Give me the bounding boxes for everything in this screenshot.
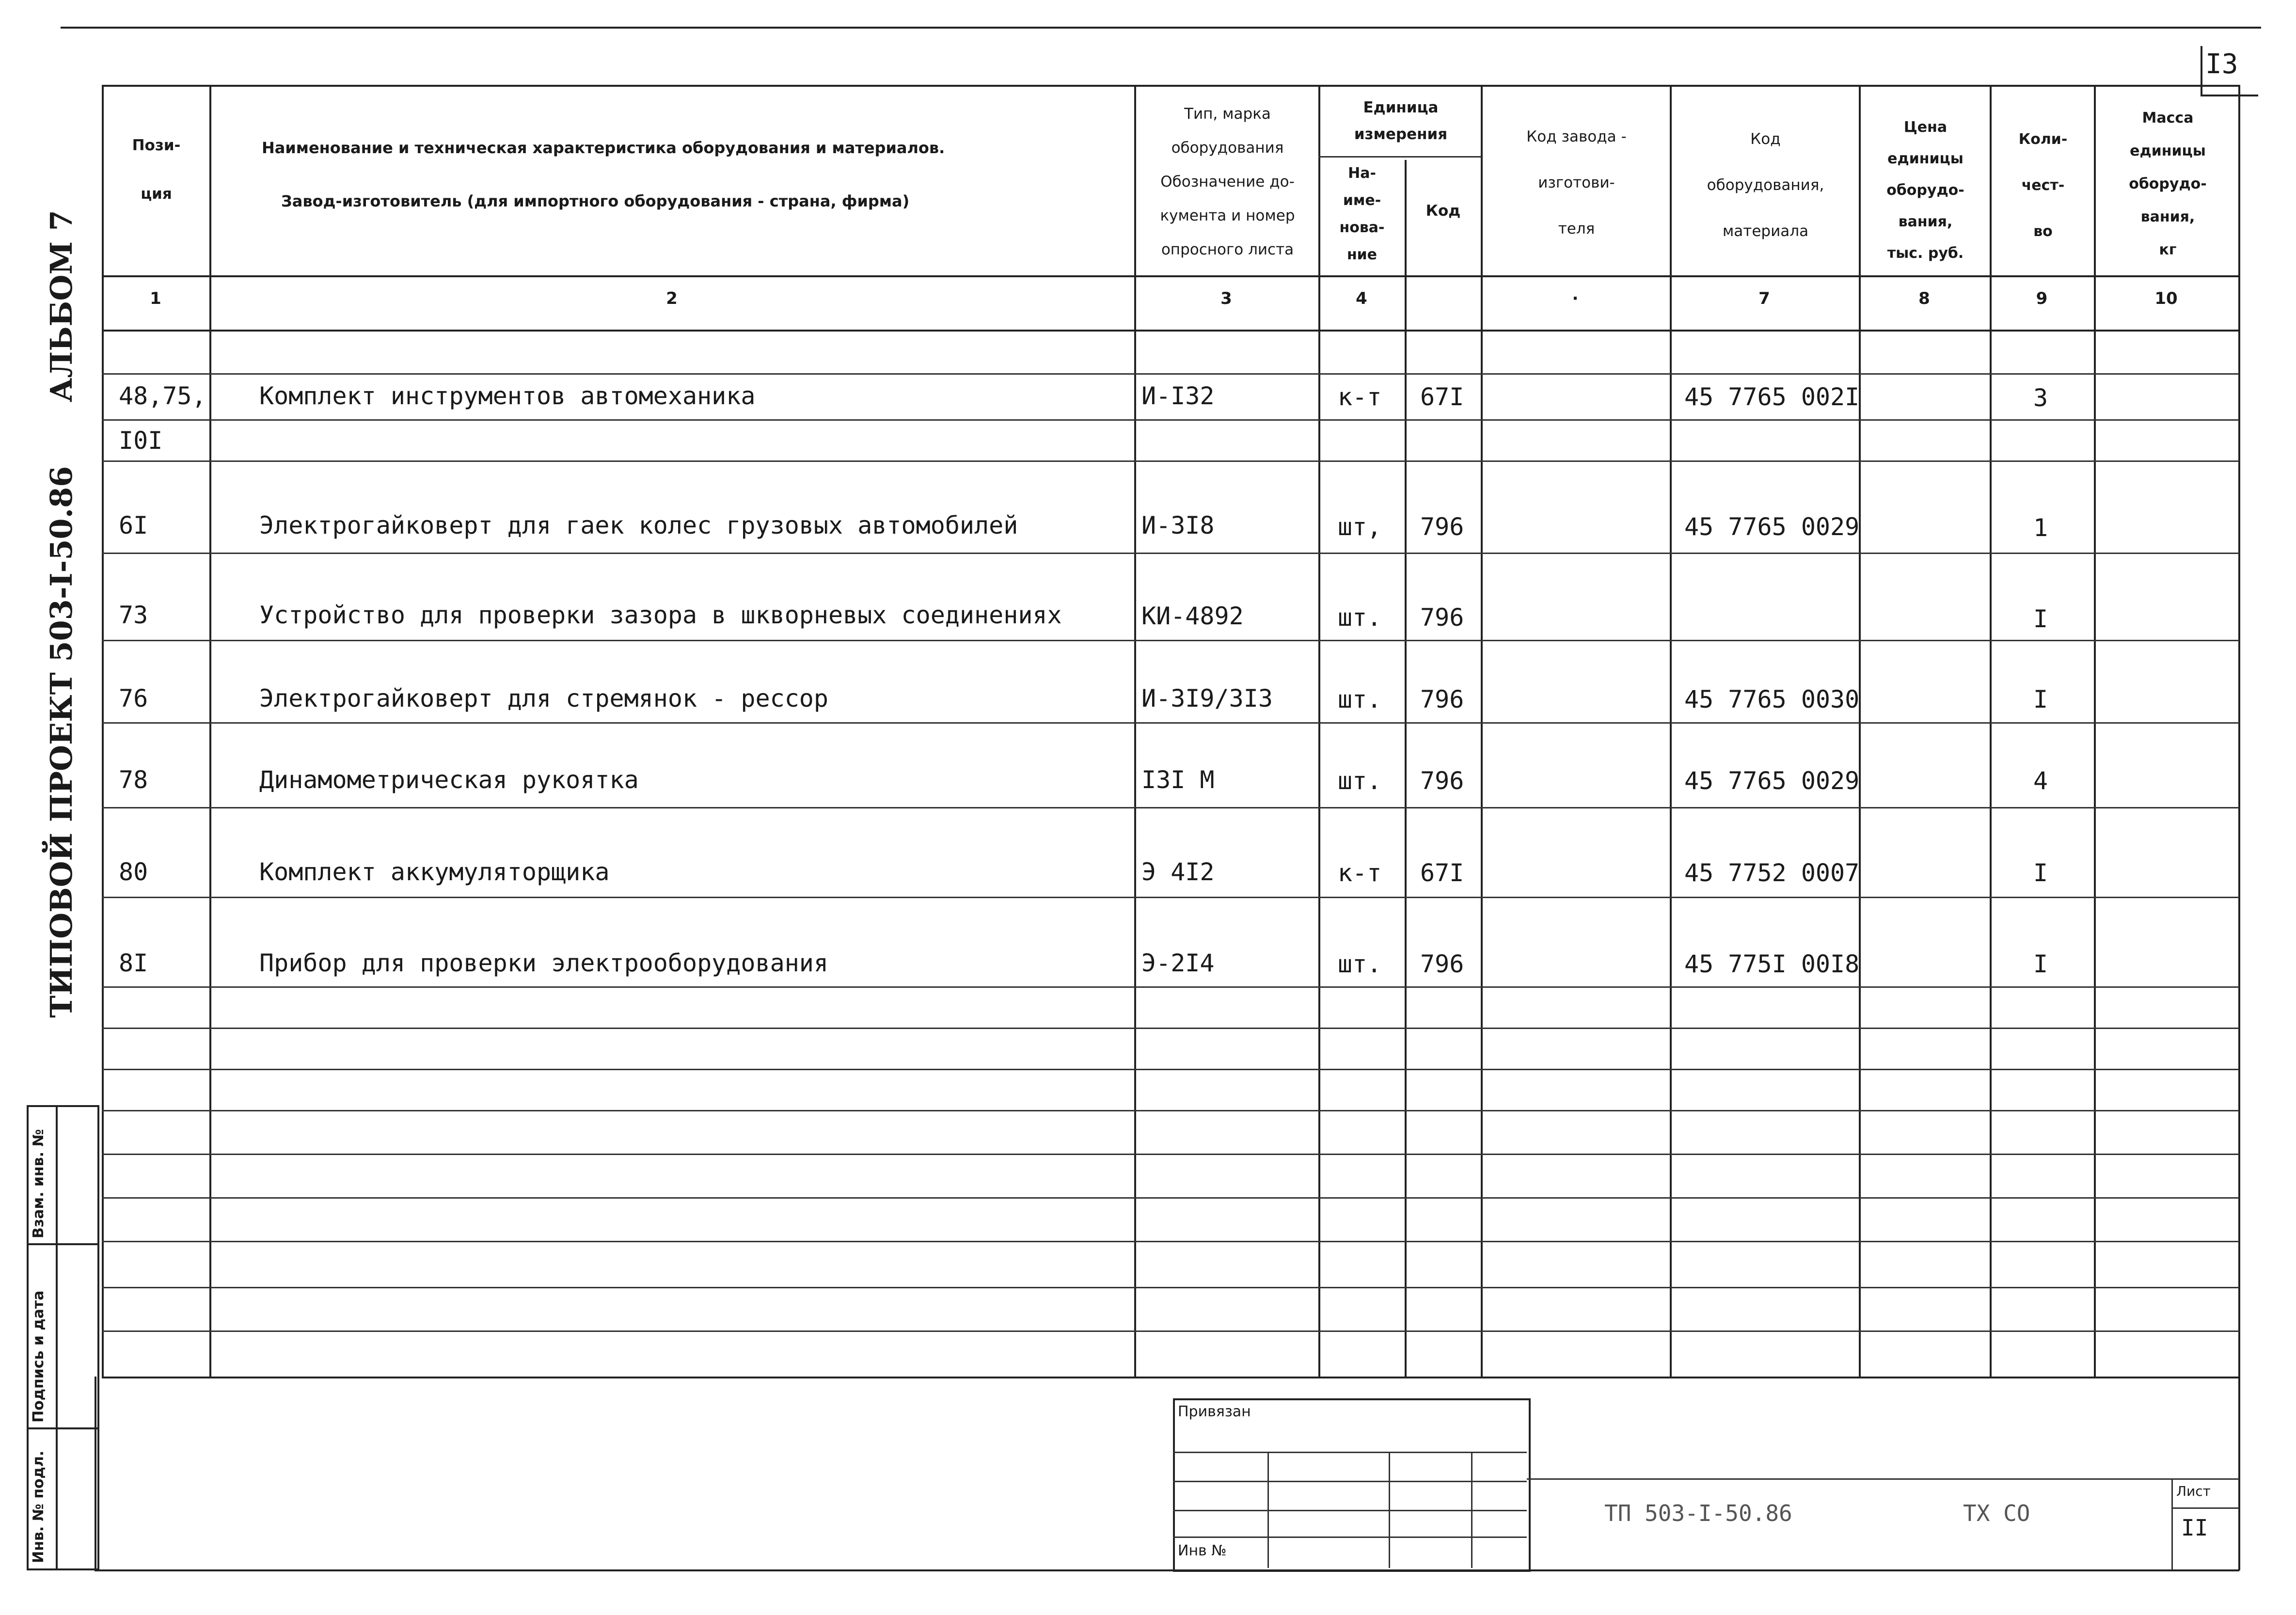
colnum-8: 8 [1918, 289, 1930, 308]
table-row-pos: 73 [119, 601, 148, 629]
table-row-code: 45 775I 00I8 [1684, 950, 1860, 978]
inv-label: Инв № [1178, 1542, 1227, 1559]
header-price: Цена единицы оборудо- вания, тыс. руб. [1886, 119, 1964, 262]
table-row-type: I3I М [1141, 766, 1215, 794]
table-row-pos-continued: I0I [119, 427, 163, 455]
lower-frame-bottom [95, 1569, 2239, 1571]
row-line [102, 460, 2239, 462]
table-row-code: 45 7765 002I [1684, 383, 1860, 411]
table-row-unit: шт. [1338, 950, 1382, 978]
privyazan-label: Привязан [1178, 1403, 1251, 1420]
table-row-pos: 76 [119, 684, 148, 712]
privyazan-col [1471, 1452, 1473, 1568]
project-label: ТИПОВОЙ ПРОЕКТ 503-I-50.86 [44, 466, 79, 1018]
table-row-code: 45 7765 0029 [1684, 767, 1860, 795]
row-line [102, 1241, 2239, 1242]
colnum-1: 1 [150, 289, 161, 308]
stamp-label-inv: Инв. № подл. [30, 1450, 47, 1563]
colnum-6: · [1572, 289, 1579, 308]
table-row-unit: к-т [1338, 383, 1382, 411]
doc-part: ТХ СО [1963, 1500, 2030, 1526]
col-line-2 [1134, 85, 1136, 1377]
table-row-type: Э-2I4 [1141, 949, 1215, 977]
table-row-qty: I [2033, 859, 2048, 887]
list-number: II [2181, 1515, 2208, 1541]
privyazan-row [1173, 1510, 1527, 1511]
table-row-unit-code: 796 [1420, 767, 1464, 795]
table-row-pos: 80 [119, 858, 148, 886]
header-position: Пози- ция [132, 137, 181, 203]
table-row-type: Э 4I2 [1141, 858, 1215, 886]
header-unit-code: Код [1425, 202, 1461, 220]
row-line [102, 897, 2239, 898]
lower-frame-right [2238, 1377, 2240, 1570]
frame-right [2238, 85, 2240, 1377]
table-row-code: 45 7765 0030 [1684, 685, 1860, 713]
album-label: АЛЬБОМ 7 [44, 210, 79, 402]
table-row-pos: 8I [119, 949, 148, 977]
table-row-unit: шт. [1338, 685, 1382, 713]
left-stamp-sep-1 [27, 1243, 99, 1245]
col-line-1 [209, 85, 211, 1377]
table-row-pos: 6I [119, 511, 148, 539]
header-unit-name: На- име- нова- ние [1339, 165, 1385, 263]
table-row-qty: I [2033, 605, 2048, 633]
table-row-code: 45 7765 0029 [1684, 513, 1860, 541]
col-line-9 [2094, 85, 2096, 1377]
colnum-2: 2 [666, 289, 678, 308]
row-line [102, 1028, 2239, 1029]
row-line [102, 1197, 2239, 1199]
header-unit-group: Единица измерения [1354, 99, 1448, 143]
row-line [102, 722, 2239, 724]
privyazan-row [1173, 1536, 1527, 1538]
col-line-4 [1405, 160, 1407, 1377]
table-row-name: Комплект аккумуляторщика [259, 858, 610, 886]
stamp-label-signature: Подпись и дата [30, 1290, 47, 1423]
table-row-qty: 4 [2033, 767, 2048, 795]
table-row-name: Комплект инструментов автомеханика [259, 382, 756, 410]
list-label: Лист [2176, 1483, 2211, 1499]
row-line [102, 1069, 2239, 1070]
privyazan-row [1173, 1452, 1527, 1453]
header-name-line1: Наименование и техническая характеристика оборудования и материалов. [262, 139, 945, 157]
table-bottom-line [102, 1377, 2239, 1378]
number-row-bottom-line [102, 330, 2239, 332]
row-line [102, 553, 2239, 554]
colnum-9: 9 [2036, 289, 2048, 308]
colnum-3: 3 [1220, 289, 1232, 308]
table-row-unit-code: 796 [1420, 685, 1464, 713]
col-line-3 [1318, 85, 1320, 1377]
table-row-unit-code: 67I [1420, 859, 1464, 887]
frame-left [102, 85, 104, 1377]
doc-code: ТП 503-I-50.86 [1604, 1500, 1792, 1526]
colnum-10: 10 [2154, 289, 2178, 308]
table-row-unit: к-т [1338, 859, 1382, 887]
row-line [102, 373, 2239, 375]
col-line-5 [1481, 85, 1483, 1377]
row-line [102, 807, 2239, 808]
row-line [102, 419, 2239, 421]
title-block-top [1527, 1478, 2239, 1480]
privyazan-row [1173, 1481, 1527, 1482]
table-row-type: И-3I9/3I3 [1141, 684, 1273, 712]
sheet-number: I3 [2205, 48, 2238, 80]
col-line-8 [1990, 85, 1992, 1377]
privyazan-col [1389, 1452, 1390, 1568]
row-line [102, 640, 2239, 641]
unit-group-line [1318, 156, 1481, 158]
table-row-unit: шт. [1338, 603, 1382, 632]
lower-frame-left [95, 1377, 96, 1570]
table-row-type: И-I32 [1141, 382, 1215, 410]
table-row-unit-code: 796 [1420, 603, 1464, 632]
stamp-label-vzam: Взам. инв. № [30, 1129, 47, 1238]
left-stamp-sep-2 [27, 1427, 99, 1429]
table-row-qty: I [2033, 685, 2048, 713]
table-row-qty: I [2033, 950, 2048, 978]
top-border-line [61, 27, 2261, 29]
colnum-7: 7 [1758, 289, 1770, 308]
table-row-qty: 3 [2033, 384, 2048, 412]
header-factory-code: Код завода - изготови- теля [1526, 128, 1627, 238]
table-row-name: Электрогайковерт для гаек колес грузовых автомобилей [259, 511, 1018, 539]
header-name-line2: Завод-изготовитель (для импортного оборудования - страна, фирма) [281, 192, 910, 210]
table-row-qty: 1 [2033, 514, 2048, 542]
row-line [102, 1154, 2239, 1155]
privyazan-col [1267, 1452, 1269, 1568]
table-row-unit: шт, [1338, 513, 1382, 541]
table-row-code: 45 7752 0007 [1684, 859, 1860, 887]
list-box-mid [2171, 1507, 2239, 1509]
col-line-6 [1670, 85, 1672, 1377]
header-mass: Масса единицы оборудо- вания, кг [2129, 110, 2207, 258]
list-box-left [2171, 1478, 2173, 1570]
table-row-unit-code: 796 [1420, 513, 1464, 541]
table-row-unit-code: 796 [1420, 950, 1464, 978]
table-row-pos: 78 [119, 766, 148, 794]
table-row-name: Устройство для проверки зазора в шкворневых соединениях [259, 601, 1062, 629]
table-row-pos: 48,75, [119, 382, 206, 410]
left-stamp-divider [56, 1105, 58, 1570]
row-line [102, 986, 2239, 988]
header-bottom-line [102, 275, 2239, 277]
colnum-4: 4 [1356, 289, 1367, 308]
table-row-unit: шт. [1338, 767, 1382, 795]
header-equipment-code: Код оборудования, материала [1707, 130, 1824, 240]
table-row-unit-code: 67I [1420, 383, 1464, 411]
table-row-type: КИ-4892 [1141, 602, 1244, 630]
frame-top [102, 85, 2239, 87]
header-type: Тип, марка оборудования Обозначение до- кумента и номер опросного листа [1160, 105, 1295, 258]
row-line [102, 1287, 2239, 1288]
header-quantity: Коли- чест- во [2018, 131, 2068, 240]
row-line [102, 1110, 2239, 1111]
table-row-name: Электрогайковерт для стремянок - рессор [259, 684, 828, 712]
row-line [102, 1330, 2239, 1332]
col-line-7 [1859, 85, 1861, 1377]
privyazan-box [1173, 1398, 1531, 1572]
table-row-name: Прибор для проверки электрооборудования [259, 949, 828, 977]
table-row-type: И-3I8 [1141, 511, 1215, 539]
table-row-name: Динамометрическая рукоятка [259, 766, 639, 794]
